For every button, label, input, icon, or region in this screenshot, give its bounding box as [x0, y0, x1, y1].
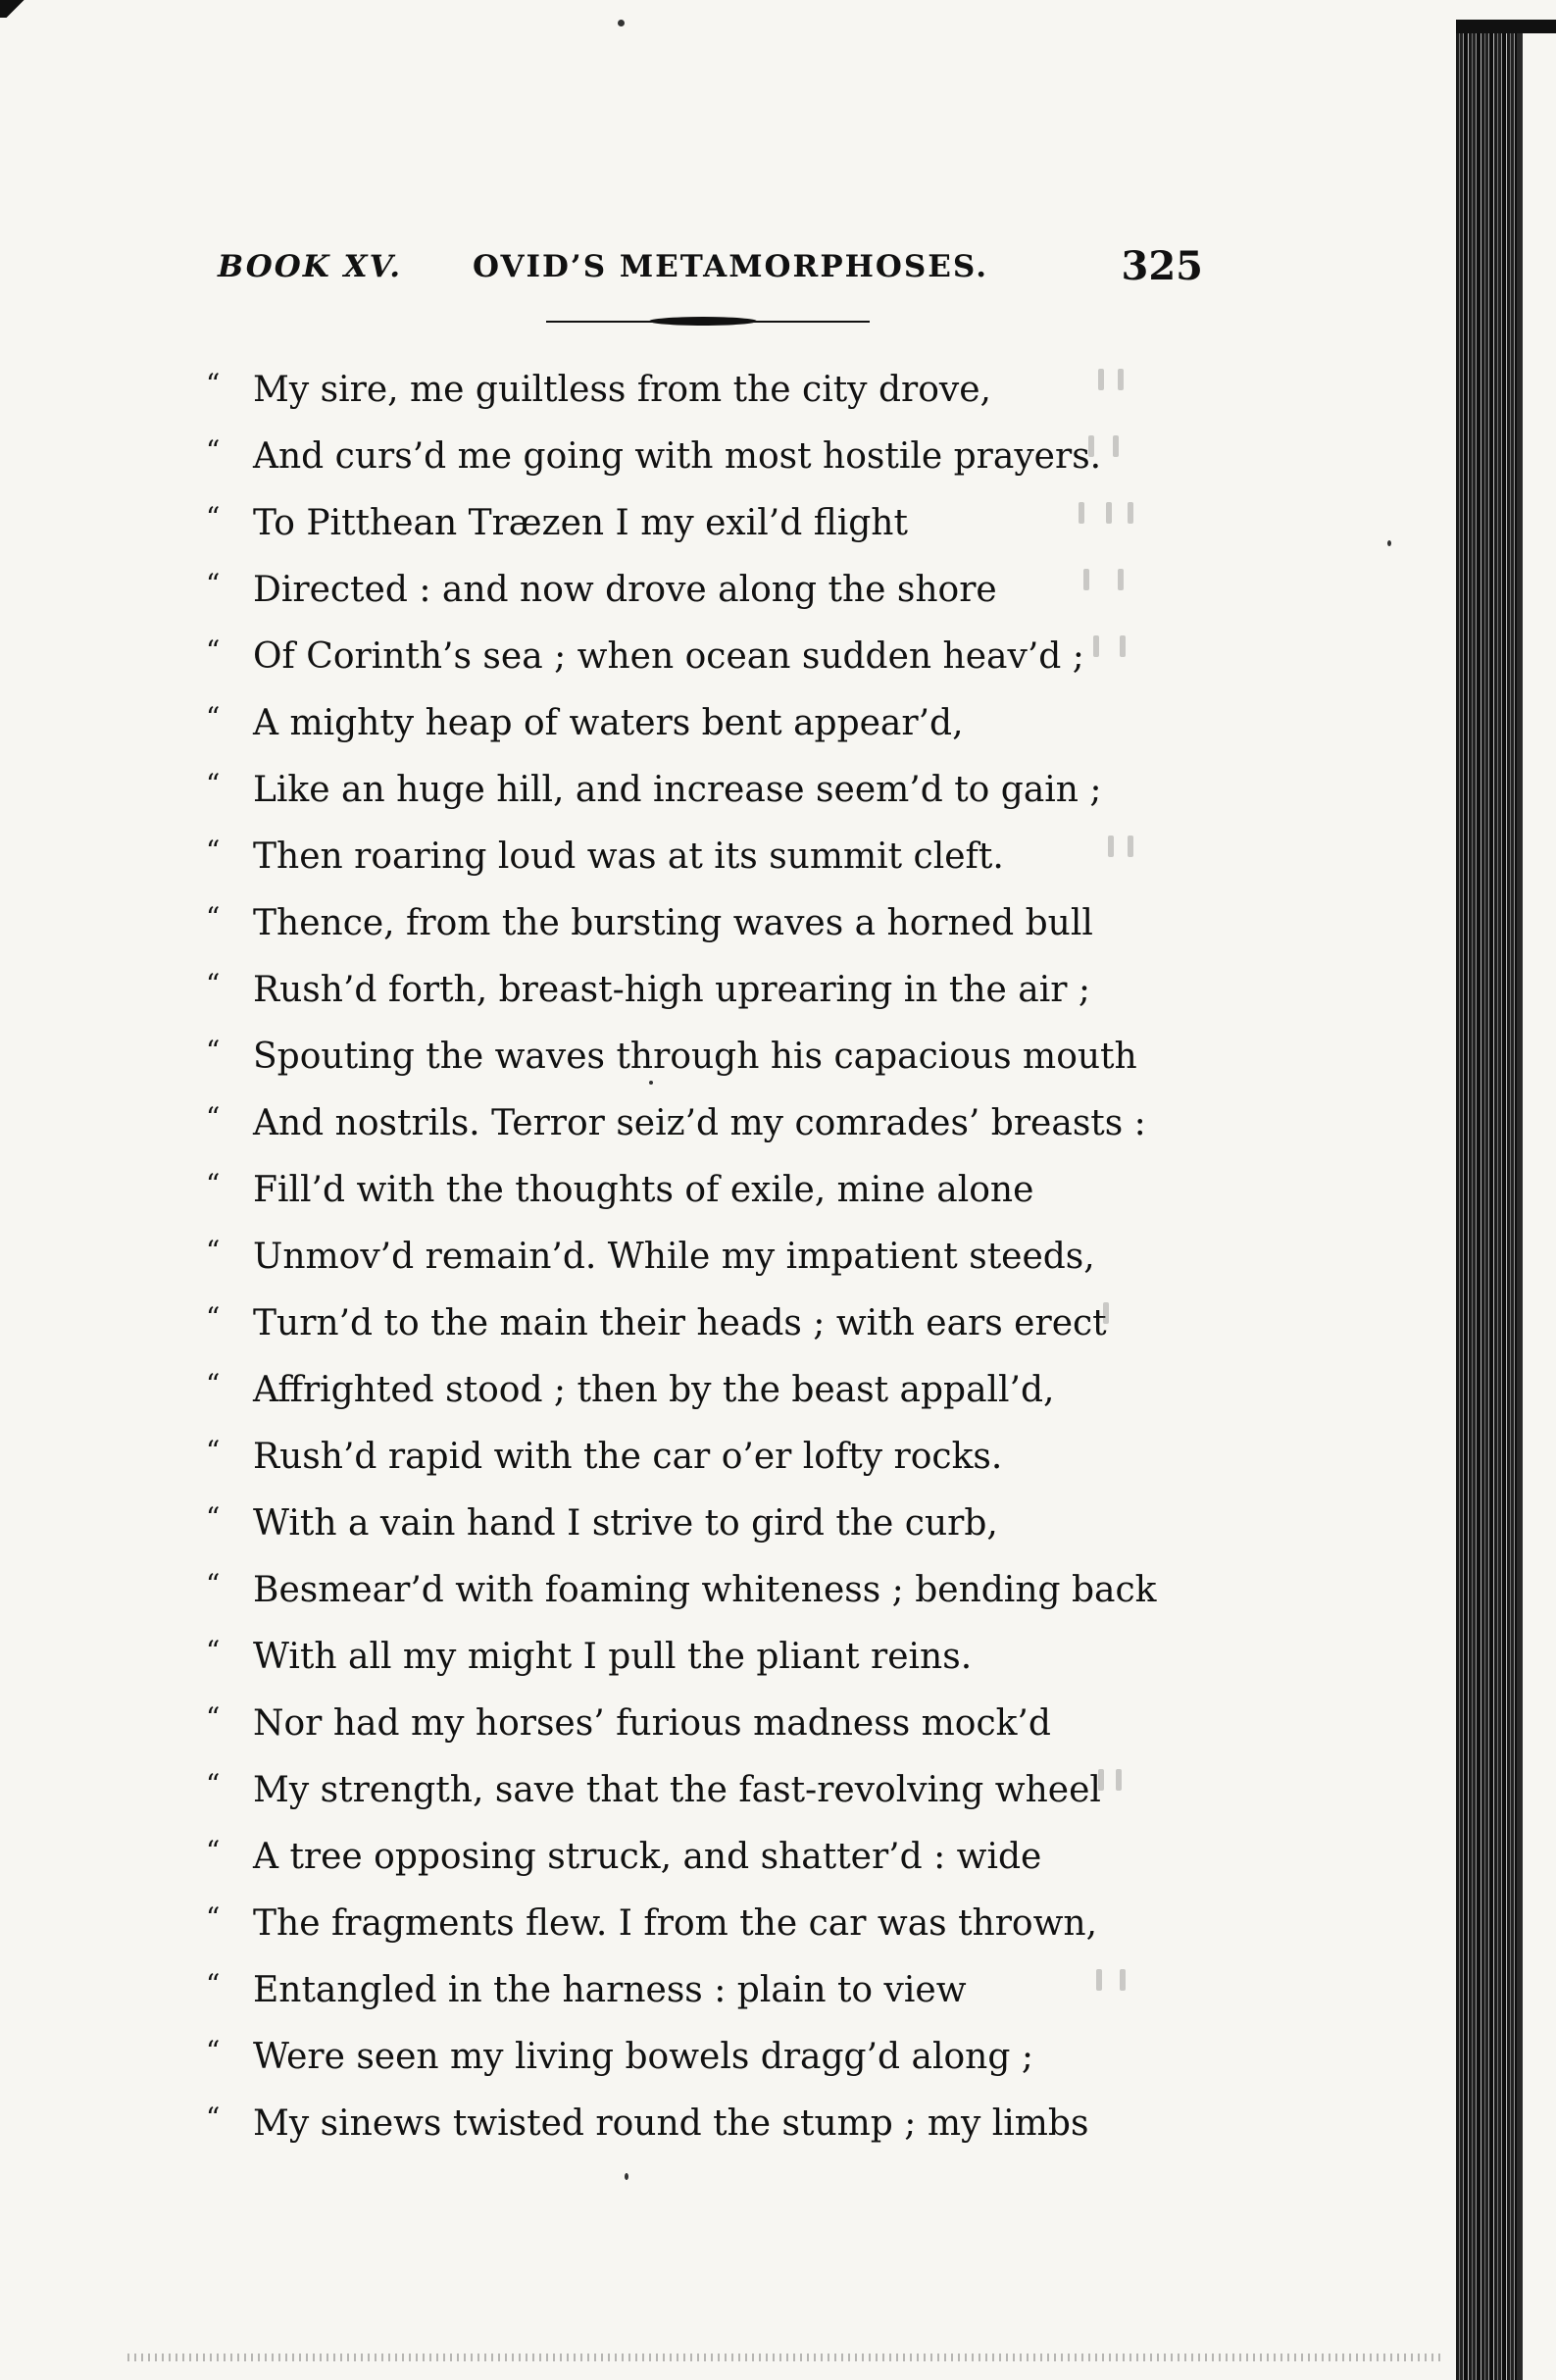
quote-mark: “: [206, 1101, 221, 1134]
page-number: 325: [1121, 243, 1203, 289]
verse-line: [206, 1751, 1196, 1818]
verse-text: Then roaring loud was at its summit cleft.: [253, 836, 1004, 877]
quote-mark: “: [206, 1635, 221, 1667]
show-through-mark: [1059, 630, 1167, 663]
verse-text: Directed : and now drove along the shore: [253, 570, 997, 610]
show-through-mark: [1059, 1963, 1167, 1997]
verse-line: [206, 2018, 1196, 2085]
verse-line: [206, 1818, 1196, 1885]
verse-text: Rush’d forth, breast-high uprearing in the air ;: [253, 970, 1091, 1010]
show-through-mark: [1059, 830, 1167, 863]
verse-text: The fragments flew. I from the car was thrown,: [253, 1903, 1098, 1944]
quote-mark: “: [206, 1168, 221, 1200]
verse-line: [206, 1218, 1196, 1285]
quote-mark: “: [206, 1768, 221, 1800]
verse-line: [206, 551, 1196, 618]
quote-mark: “: [206, 2035, 221, 2067]
verse-text: Turn’d to the main their heads ; with ears erect: [253, 1303, 1107, 1343]
ink-speck: [618, 20, 625, 26]
verse-line: [206, 1551, 1196, 1618]
verse-text: Spouting the waves through his capacious mouth: [253, 1037, 1137, 1077]
verse-text: Were seen my living bowels dragg’d along ;: [253, 2037, 1033, 2077]
verse-line: [206, 1418, 1196, 1485]
verse-line: [206, 2085, 1196, 2152]
ornamental-rule: [546, 320, 870, 324]
quote-mark: “: [206, 1368, 221, 1400]
verse-text: Like an huge hill, and increase seem’d to gain ;: [253, 770, 1102, 810]
show-through-mark: [1059, 1763, 1167, 1797]
ink-speck: [1387, 540, 1391, 546]
quote-mark: “: [206, 1435, 221, 1467]
verse-line: [206, 951, 1196, 1018]
quote-mark: “: [206, 1235, 221, 1267]
verse-line: [206, 1951, 1196, 2018]
quote-mark: “: [206, 1901, 221, 1934]
verse-line: [206, 684, 1196, 751]
show-through-mark: [1059, 496, 1167, 530]
verse-line: [206, 1685, 1196, 1751]
quote-mark: “: [206, 1301, 221, 1334]
verse-text: With a vain hand I strive to gird the curb,: [253, 1503, 998, 1544]
quote-mark: “: [206, 2101, 221, 2134]
verse-line: [206, 1018, 1196, 1085]
quote-mark: “: [206, 368, 221, 400]
verse-line: [206, 1618, 1196, 1685]
verse-line: [206, 1085, 1196, 1151]
verse-text: Thence, from the bursting waves a horned bull: [253, 903, 1093, 943]
corner-mark: [0, 0, 35, 18]
verse-text: My sire, me guiltless from the city drove,: [253, 370, 991, 410]
quote-mark: “: [206, 434, 221, 467]
quote-mark: “: [206, 1968, 221, 2000]
quote-mark: “: [206, 1835, 221, 1867]
verse-text: Of Corinth’s sea ; when ocean sudden heav’d ;: [253, 636, 1084, 677]
verse-line: [206, 1351, 1196, 1418]
show-through-mark: [1059, 1296, 1167, 1330]
verse-block: [206, 351, 1196, 2152]
quote-mark: “: [206, 768, 221, 800]
quote-mark: “: [206, 835, 221, 867]
verse-text: My strength, save that the fast-revolving wheel: [253, 1770, 1101, 1810]
verse-line: [206, 418, 1196, 484]
verse-text: My sinews twisted round the stump ; my limbs: [253, 2103, 1089, 2144]
rule-swell: [649, 317, 757, 326]
verse-line: [206, 484, 1196, 551]
quote-mark: “: [206, 1701, 221, 1734]
verse-text: A mighty heap of waters bent appear’d,: [253, 703, 964, 743]
verse-line: [206, 1485, 1196, 1551]
quote-mark: “: [206, 568, 221, 600]
quote-mark: “: [206, 968, 221, 1000]
binding-shadow: [1517, 33, 1523, 2380]
verse-text: A tree opposing struck, and shatter’d : wide: [253, 1837, 1042, 1877]
verse-text: And curs’d me going with most hostile prayers.: [253, 436, 1102, 477]
verse-line: [206, 351, 1196, 418]
quote-mark: “: [206, 501, 221, 533]
verse-text: And nostrils. Terror seiz’d my comrades’ breasts :: [253, 1103, 1146, 1143]
verse-text: Besmear’d with foaming whiteness ; bending back: [253, 1570, 1157, 1610]
verse-text: With all my might I pull the pliant reins.: [253, 1637, 973, 1677]
bottom-edge-noise: [127, 2354, 1441, 2361]
verse-line: [206, 1885, 1196, 1951]
verse-text: To Pitthean Træzen I my exil’d flight: [253, 503, 908, 543]
binding-top: [1456, 20, 1556, 33]
ink-speck: [625, 2173, 628, 2180]
quote-mark: “: [206, 901, 221, 934]
quote-mark: “: [206, 1568, 221, 1600]
quote-mark: “: [206, 1501, 221, 1534]
verse-text: Fill’d with the thoughts of exile, mine alone: [253, 1170, 1034, 1210]
show-through-mark: [1059, 363, 1167, 396]
binding-edge: [1456, 20, 1517, 2380]
quote-mark: “: [206, 701, 221, 734]
running-head: [218, 243, 1203, 292]
verse-line: [206, 1285, 1196, 1351]
verse-text: Unmov’d remain’d. While my impatient steeds,: [253, 1237, 1095, 1277]
verse-text: Entangled in the harness : plain to view: [253, 1970, 967, 2010]
running-title: OVID’S METAMORPHOSES.: [473, 249, 989, 284]
verse-line: [206, 885, 1196, 951]
verse-text: Affrighted stood ; then by the beast appall’d,: [253, 1370, 1055, 1410]
verse-text: Nor had my horses’ furious madness mock’d: [253, 1703, 1051, 1744]
quote-mark: “: [206, 634, 221, 667]
verse-line: [206, 618, 1196, 684]
verse-line: [206, 1151, 1196, 1218]
quote-mark: “: [206, 1035, 221, 1067]
book-number: BOOK XV.: [218, 249, 402, 284]
show-through-mark: [1059, 563, 1167, 596]
show-through-mark: [1059, 430, 1167, 463]
verse-text: Rush’d rapid with the car o’er lofty rocks.: [253, 1437, 1003, 1477]
verse-line: [206, 751, 1196, 818]
verse-line: [206, 818, 1196, 885]
